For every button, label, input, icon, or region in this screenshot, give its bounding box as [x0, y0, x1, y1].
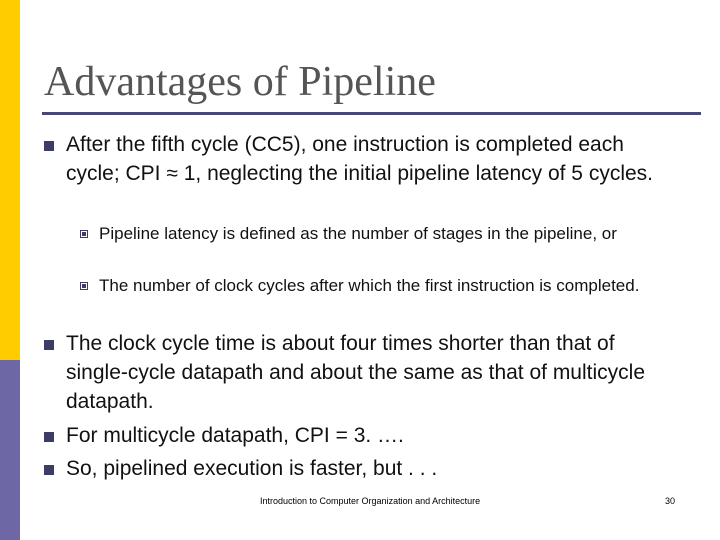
bullet-marker-icon [44, 432, 54, 442]
bullet-item-1: After the fifth cycle (CC5), one instruction is completed each cycle; CPI ≈ 1, neglecting the initial pipeline latency of 5 cycles. [66, 133, 653, 185]
bullet-item-3: For multicycle datapath, CPI = 3. …. [66, 424, 404, 447]
page-number: 30 [665, 496, 676, 506]
sidebar-segment-middle [0, 180, 20, 360]
bullet-item-2: The clock cycle time is about four times shorter than that of single-cycle datapath and about the same as that of multicycle datapath. [66, 332, 645, 413]
footer-text: Introduction to Computer Organization and Architecture [260, 496, 481, 506]
bullet-marker-icon [44, 141, 54, 151]
bullet-item-4: So, pipelined execution is faster, but . . . [66, 457, 438, 480]
slide-title: Advantages of Pipeline [44, 59, 436, 105]
sub-bullet-marker-icon [80, 230, 88, 238]
bullet-marker-icon [44, 465, 54, 475]
sub-bullet-marker-icon [80, 282, 88, 290]
bullet-marker-icon [44, 340, 54, 350]
sidebar-decoration [0, 0, 20, 540]
sidebar-segment-top [0, 0, 20, 180]
sub-bullet-item-1: Pipeline latency is defined as the number of stages in the pipeline, or [99, 224, 617, 243]
sub-bullet-item-2: The number of clock cycles after which the first instruction is completed. [99, 276, 640, 295]
sidebar-segment-bottom [0, 360, 20, 540]
title-underline [42, 112, 701, 115]
